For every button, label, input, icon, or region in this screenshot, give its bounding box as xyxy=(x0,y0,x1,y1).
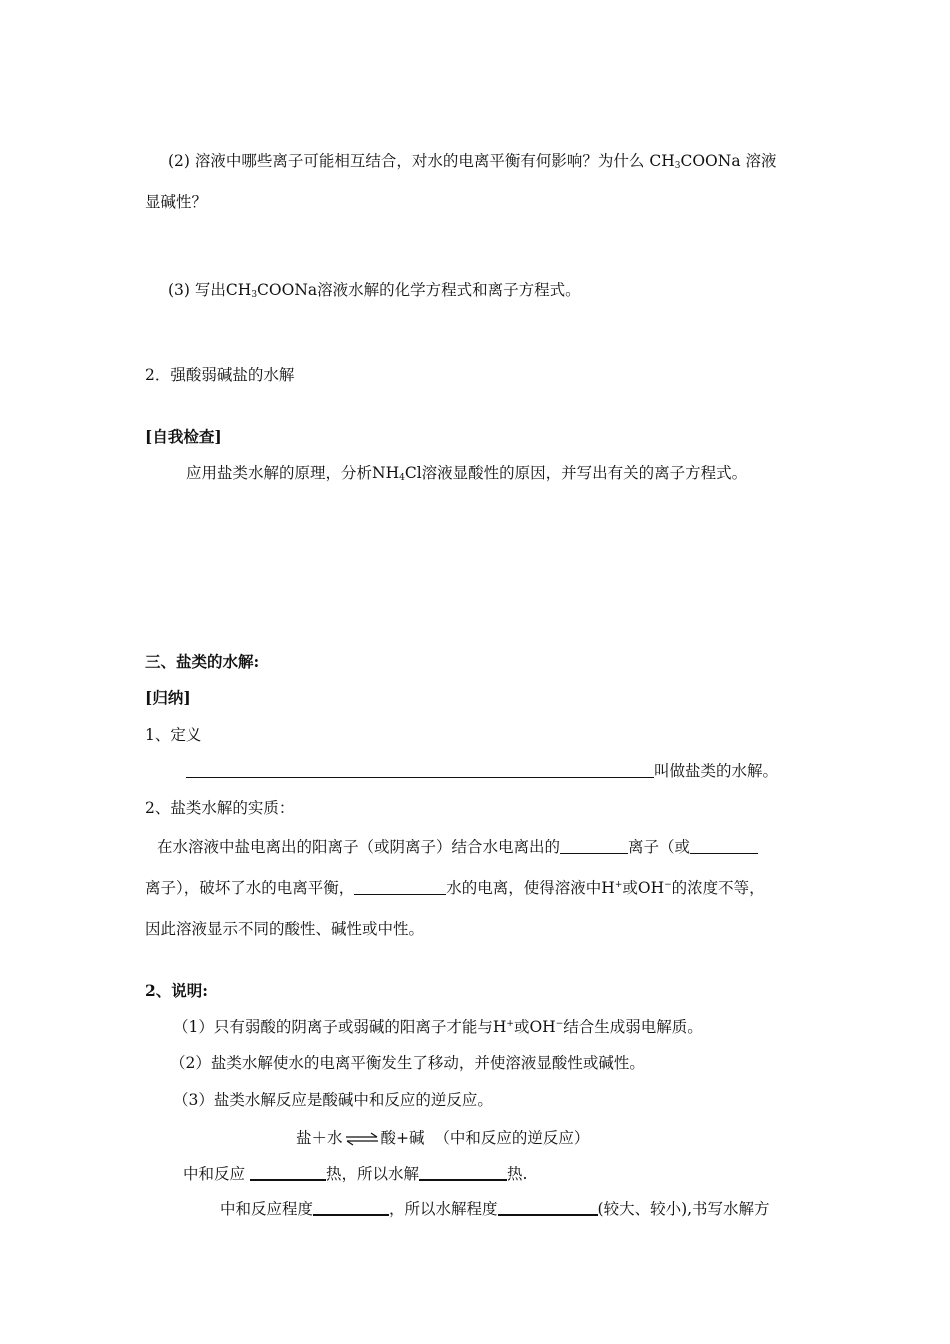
neutralization-line: 中和反应 热，所以水解 热. xyxy=(183,1165,528,1183)
question-2-line-1 xyxy=(168,150,777,172)
hydrolysis-equation: 盐＋水 酸+碱 （中和反应的逆反应） xyxy=(296,1129,590,1147)
essence-blank-2[interactable] xyxy=(690,838,758,854)
definition-blank[interactable] xyxy=(186,762,654,778)
item-2-heading: 2．强酸弱碱盐的水解 xyxy=(145,366,295,384)
essence-title: 2、盐类水解的实质： xyxy=(145,799,295,817)
oh-ion: OH− xyxy=(637,879,672,897)
notes-title: 2、说明: xyxy=(145,981,209,1000)
self-check-heading: [自我检查] xyxy=(145,427,222,446)
definition-line: 叫做盐类的水解。 xyxy=(186,760,778,782)
note-1: （1）只有弱酸的阴离子或弱碱的阳离子才能与H+或OH−结合生成弱电解质。 xyxy=(173,1018,703,1036)
summary-heading: [归纳] xyxy=(145,688,191,707)
neutralization-blank-1[interactable] xyxy=(250,1164,326,1181)
neutralization-blank-2[interactable] xyxy=(419,1164,507,1181)
degree-blank-1[interactable] xyxy=(313,1199,389,1216)
question-3: (3) 写出$CH_3COONa$溶液水解的化学方程式和离子方程式。 xyxy=(168,281,581,300)
self-check-text: 应用盐类水解的原理，分析$NH_4Cl$溶液显酸性的原因，并写出有关的离子方程式。 xyxy=(186,464,748,483)
essence-line-2: 离子），破坏了水的电离平衡， 水的电离，使得溶液中H+或OH−的浓度不等， xyxy=(145,879,765,897)
degree-line: 中和反应程度 ，所以水解程度 (较大、较小),书写水解方 xyxy=(220,1200,770,1218)
definition-title: 1、定义 xyxy=(145,726,202,744)
essence-line-1: 在水溶液中盐电离出的阳离子（或阴离子）结合水电离出的 离子（或 xyxy=(157,836,758,858)
equilibrium-arrow-icon xyxy=(345,1132,379,1146)
question-2-text: 溶液中哪些离子可能相互结合，对水的电离平衡有何影响？为什么 xyxy=(194,152,645,170)
question-3-number: (3) xyxy=(168,281,190,299)
question-2-text-end: 溶液 xyxy=(745,152,777,170)
section-3-heading: 三、盐类的水解: xyxy=(145,652,260,671)
h-ion: H+ xyxy=(601,879,623,897)
question-2-number: (2) xyxy=(168,152,190,170)
formula-ch3coona-2: $CH_3COONa$ xyxy=(225,281,318,300)
degree-blank-2[interactable] xyxy=(498,1199,598,1216)
oh-ion-2: OH− xyxy=(529,1018,564,1036)
essence-blank-1[interactable] xyxy=(560,838,628,854)
essence-line-3: 因此溶液显示不同的酸性、碱性或中性。 xyxy=(145,920,425,938)
note-3: （3）盐类水解反应是酸碱中和反应的逆反应。 xyxy=(173,1091,493,1109)
formula-nh4cl: $NH_4Cl$ xyxy=(372,464,422,483)
formula-ch3coona: $CH_3COONa$ xyxy=(649,152,741,171)
note-2: （2）盐类水解使水的电离平衡发生了移动，并使溶液显酸性或碱性。 xyxy=(170,1054,645,1072)
essence-blank-3[interactable] xyxy=(354,879,446,895)
question-2-line-2: 显碱性？ xyxy=(145,193,208,211)
h-ion-2: H+ xyxy=(492,1018,514,1036)
